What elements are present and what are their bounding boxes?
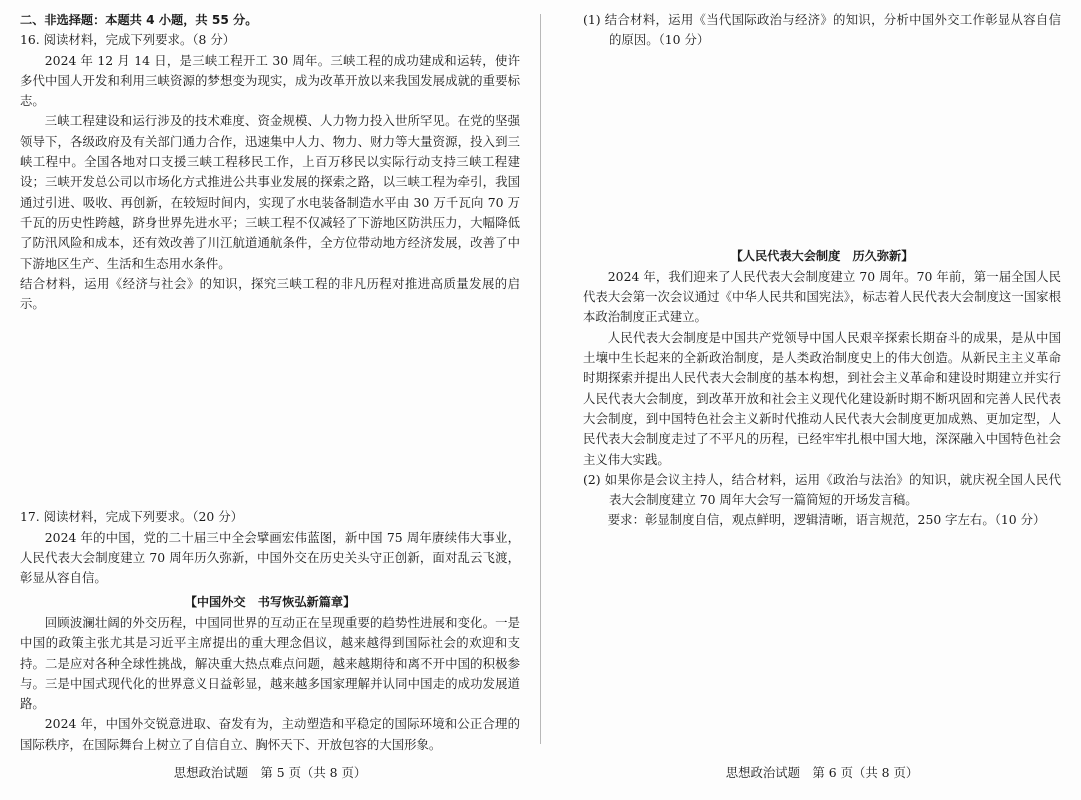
q17-sub-2: (2) 如果你是会议主持人，结合材料，运用《政治与法治》的知识，就庆祝全国人民代表大会制度建立 70 周年大会写一篇简短的开场发言稿。 [583,471,1061,508]
left-page [20,10,520,755]
right-page [583,10,1061,531]
page-divider [540,14,541,744]
q16-para-2: 三峡工程建设和运行涉及的技术难度、资金规模、人力物力投入世所罕见。在党的坚强领导下，各级政府及有关部门通力合作，迅速集中人力、物力、财力等大量资源，投入到三峡工程中。全国各地对口支援三峡工程移民工作，上百万移民以实际行动支持三峡工程建设；三峡开发总公司以市场化方式推进公共事业发展的探索之路，以三峡工程为牵引，我国通过引进、吸收、再创新，在较短时间内，实现了水电装备制造水平由 30 万千瓦向 70 万千瓦的历史性跨越，跻身世界先进水平；三峡工程不仅减轻了下游地区防洪压力，大幅降低了防汛风险和成本，还有效改善了川江航道通航条件，全方位带动地方经济发展，改善了中下游地区生产、生活和生态用水条件。 [20,113,520,271]
q17-diplomacy-para-1: 回顾波澜壮阔的外交历程，中国同世界的互动正在呈现重要的趋势性进展和变化。一是中国的政策主张尤其是习近平主席提出的重大理念倡议，越来越得到国际社会的欢迎和支持。二是应对各种全球性挑战，解决重大热点难点问题，越来越期待和离不开中国的积极参与。三是中国式现代化的世界意义日益彰显，越来越多国家理解并认同中国走的成功发展道路。 [20,614,520,712]
answer-space-q17-1 [583,51,1061,243]
q16-prompt: 16. 阅读材料，完成下列要求。（8 分） [20,32,236,48]
npc-para-2: 人民代表大会制度是中国共产党领导中国人民艰辛探索长期奋斗的成果，是从中国土壤中生长起来的全新政治制度，是人类政治制度史上的伟大创造。从新民主主义革命时期探索并提出人民代表大会制度的基本构想，到社会主义革命和建设时期建立并实行人民代表大会制度，到改革开放和社会主义现代化建设新时期不断巩固和完善人民代表大会制度，到中国特色社会主义新时代推动人民代表大会制度更加成熟、更加定型，人民代表大会制度走过了不平凡的历程，已经牢牢扎根中国大地，深深融入中国特色社会主义伟大实践。 [583,329,1061,467]
q17-prompt: 17. 阅读材料，完成下列要求。（20 分） [20,509,244,525]
footer-page-6: 思想政治试题 第 6 页（共 8 页） [725,765,919,780]
q17-intro: 2024 年的中国，党的二十届三中全会擘画宏伟蓝图，新中国 75 周年赓续伟大事业，人民代表大会制度建立 70 周年历久弥新，中国外交在历史关头守正创新，面对乱云飞渡，彰显从容自信。 [20,529,520,586]
q17-box-title-diplomacy: 【中国外交 书写恢弘新篇章】 [184,594,356,609]
q17-box-title-npc: 【人民代表大会制度 历久弥新】 [730,248,914,263]
q17-sub-1: (1) 结合材料，运用《当代国际政治与经济》的知识，分析中国外交工作彰显从容自信的原因。（10 分） [583,12,1061,48]
footer-page-5: 思想政治试题 第 5 页（共 8 页） [173,765,367,780]
q17-sub-2-requirement: 要求：彰显制度自信，观点鲜明，逻辑清晰，语言规范，250 字左右。（10 分） [607,512,1046,528]
q16-para-1: 2024 年 12 月 14 日，是三峡工程开工 30 周年。三峡工程的成功建成和运转，使许多代中国人开发和利用三峡资源的梦想变为现实，成为改革开放以来我国发展成就的重要标志。 [20,52,520,109]
q17-diplomacy-para-2: 2024 年，中国外交锐意进取、奋发有为，主动塑造和平稳定的国际环境和公正合理的国际秩序，在国际舞台上树立了自信自立、胸怀天下、开放包容的大国形象。 [20,716,520,752]
answer-space-q16 [20,314,520,507]
npc-para-1: 2024 年，我们迎来了人民代表大会制度建立 70 周年。70 年前，第一届全国人民代表大会第一次会议通过《中华人民共和国宪法》，标志着人民代表大会制度这一国家根本政治制度正式建立。 [583,268,1061,325]
q16-question: 结合材料，运用《经济与社会》的知识，探究三峡工程的非凡历程对推进高质量发展的启示。 [20,275,520,312]
section-title: 二、非选择题：本题共 4 小题，共 55 分。 [20,13,258,27]
